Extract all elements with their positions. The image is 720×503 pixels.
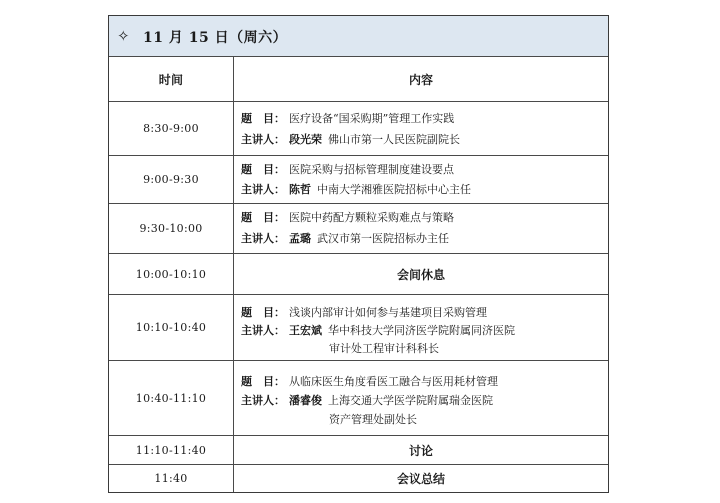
topic-label: 题 目： [241, 306, 285, 319]
topic-line [241, 161, 454, 177]
table-row [109, 295, 608, 361]
table-row [109, 254, 608, 295]
speaker-org: 佛山市第一人民医院副院长 [328, 133, 460, 146]
speaker-name: 孟璐 [289, 232, 311, 245]
session-time: 10:10-10:40 [109, 295, 234, 360]
speaker-label: 主讲人： [241, 232, 285, 245]
topic-label: 题 目： [241, 375, 285, 388]
column-header-row [109, 57, 608, 102]
session-content [234, 156, 608, 203]
session-time: 10:00-10:10 [109, 254, 234, 294]
session-time: 9:00-9:30 [109, 156, 234, 203]
break-label: 会间休息 [396, 267, 445, 282]
speaker-line [241, 392, 493, 408]
session-time: 11:40 [109, 465, 234, 492]
session-content [234, 361, 608, 435]
schedule-table [108, 15, 609, 493]
speaker-org: 中南大学湘雅医院招标中心主任 [317, 183, 471, 196]
summary-label: 会议总结 [396, 472, 445, 486]
speaker-line [241, 131, 460, 147]
speaker-org: 华中科技大学同济医学院附属同济医院 [328, 324, 515, 337]
session-time: 10:40-11:10 [109, 361, 234, 435]
session-content [234, 102, 608, 155]
topic-label: 题 目： [241, 163, 285, 176]
table-row [109, 361, 608, 436]
speaker-org-continued: 资产管理处副处长 [329, 413, 417, 426]
table-row [109, 156, 608, 204]
topic-text: 浅谈内部审计如何参与基建项目采购管理 [289, 306, 487, 319]
speaker-label: 主讲人： [241, 394, 285, 407]
session-time: 9:30-10:00 [109, 204, 234, 253]
speaker-name: 段光荣 [289, 133, 322, 146]
diamond-icon: ✧ [117, 27, 130, 45]
date-header-row [109, 16, 608, 57]
speaker-line [241, 230, 449, 246]
date-label: 11 月 15 日（周六） [143, 30, 288, 46]
table-row [109, 436, 608, 465]
session-time: 11:10-11:40 [109, 436, 234, 464]
topic-text: 从临床医生角度看医工融合与医用耗材管理 [289, 375, 498, 388]
speaker-name: 陈哲 [289, 183, 311, 196]
table-row [109, 204, 608, 254]
speaker-label: 主讲人： [241, 183, 285, 196]
topic-label: 题 目： [241, 211, 285, 224]
topic-line [241, 110, 454, 126]
topic-line [241, 209, 454, 225]
topic-label: 题 目： [241, 112, 285, 125]
topic-text: 医疗设备“国采购期”管理工作实践 [289, 112, 455, 125]
speaker-org: 上海交通大学医学院附属瑞金医院 [328, 394, 493, 407]
topic-text: 医院采购与招标管理制度建设要点 [289, 163, 454, 176]
topic-line [241, 373, 498, 389]
speaker-name: 王宏斌 [289, 324, 322, 337]
speaker-label: 主讲人： [241, 324, 285, 337]
session-time: 8:30-9:00 [109, 102, 234, 155]
speaker-name: 潘睿俊 [289, 394, 322, 407]
discussion-label: 讨论 [408, 443, 433, 458]
speaker-org-continued: 审计处工程审计科科长 [329, 342, 439, 355]
table-row [109, 102, 608, 156]
topic-line [241, 304, 487, 320]
session-content [234, 204, 608, 253]
topic-text: 医院中药配方颗粒采购难点与策略 [289, 211, 454, 224]
speaker-label: 主讲人： [241, 133, 285, 146]
speaker-org: 武汉市第一医院招标办主任 [317, 232, 449, 245]
speaker-line [241, 322, 515, 338]
table-row [109, 465, 608, 492]
column-header-time: 时间 [109, 57, 234, 101]
session-content [234, 295, 608, 360]
column-header-content: 内容 [408, 72, 433, 87]
speaker-line [241, 181, 471, 197]
